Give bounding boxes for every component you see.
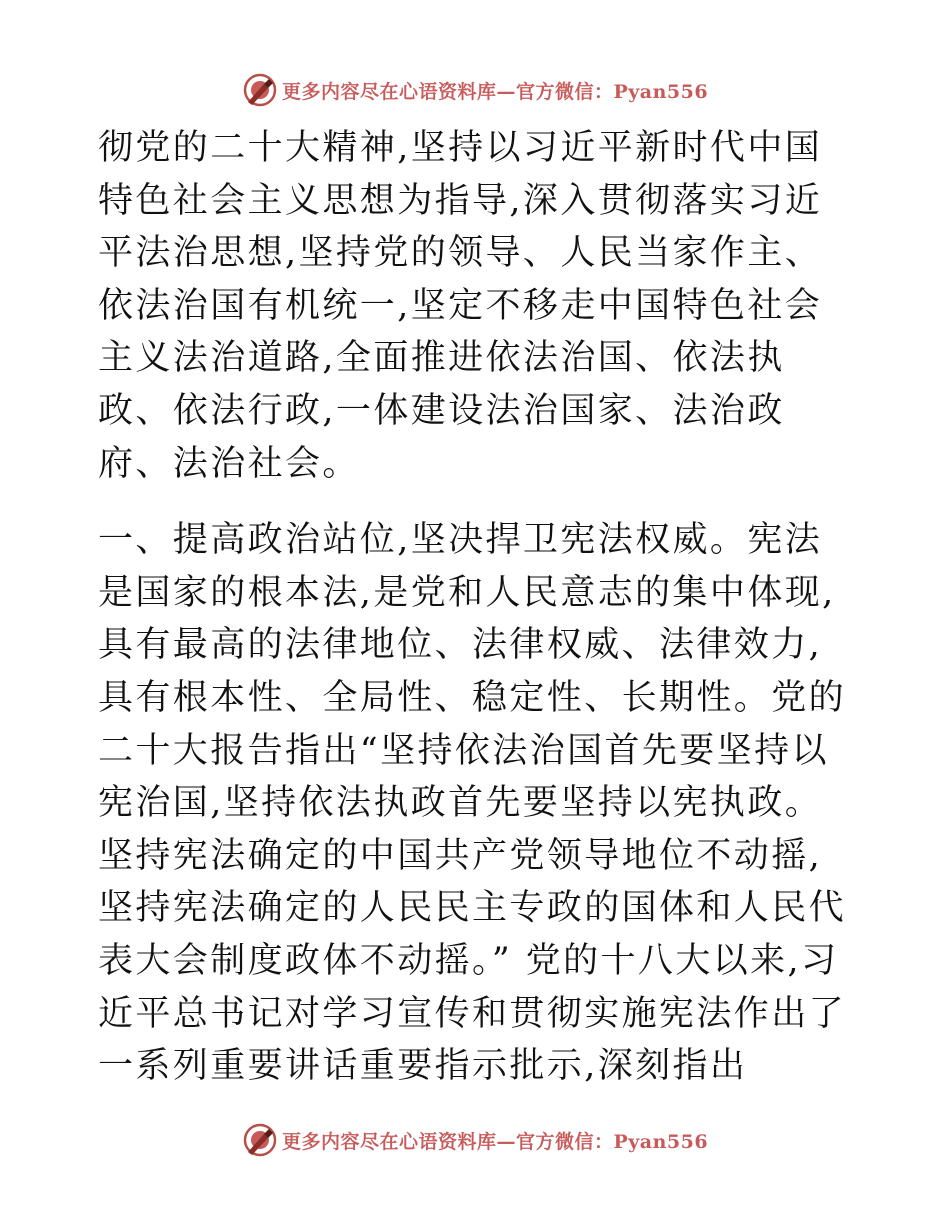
footer-banner-text: 更多内容尽在心语资料库—官方微信：Pyan556 — [281, 1130, 709, 1153]
pen-logo-icon — [242, 72, 278, 108]
header-banner-text: 更多内容尽在心语资料库—官方微信：Pyan556 — [281, 80, 709, 103]
pen-logo-icon — [242, 1122, 278, 1158]
footer-banner — [0, 1120, 950, 1160]
paragraph-2: 一、提高政治站位,坚决捍卫宪法权威。宪法是国家的根本法,是党和人民意志的集中体现,具有最高的法律地位、法律权威、法律效力,具有根本性、全局性、稳定性、长期性。党的二十大报告指出“坚持依法治国首先要坚持以宪治国,坚持依法执政首先要坚持以宪执政。坚持宪法确定的中国共产党领导地位不动摇,坚持宪法确定的人民民主专政的国体和人民代表大会制度政体不动摇。” 党的十八大以来,习近平总书记对学习宣传和贯彻实施宪法作出了一系列重要讲话重要指示批示,深刻指出 — [98, 520, 847, 1087]
document-body — [98, 122, 858, 1093]
paragraph-1: 彻党的二十大精神,坚持以习近平新时代中国特色社会主义思想为指导,深入贯彻落实习近平法治思想,坚持党的领导、人民当家作主、依法治国有机统一,坚定不移走中国特色社会主义法治道路,全面推进依法治国、依法执政、依法行政,一体建设法治国家、法治政府、法治社会。 — [98, 128, 823, 484]
header-banner — [0, 70, 950, 110]
